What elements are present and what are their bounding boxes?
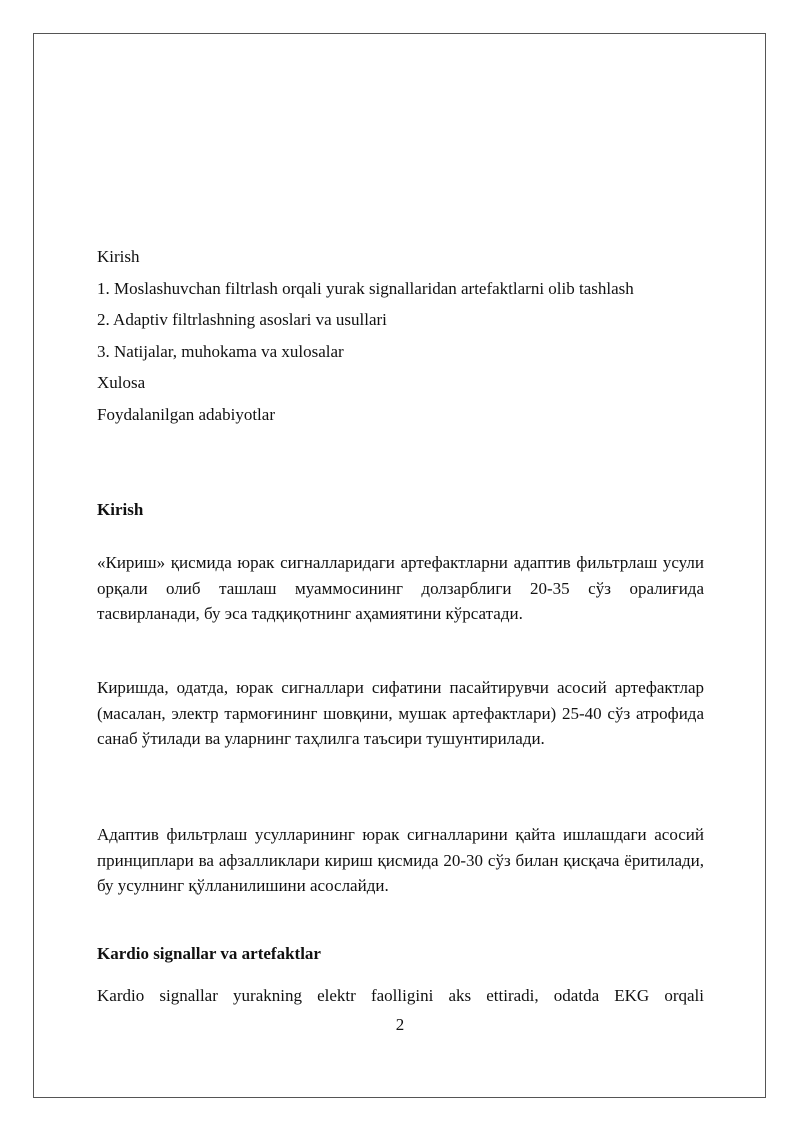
- section-heading-cardio: Kardio signallar va artefaktlar: [97, 944, 321, 963]
- table-of-contents: [97, 241, 717, 431]
- paragraph-intro-1: «Кириш» қисмида юрак сигналларидаги артефактларни адаптив фильтрлаш усули орқали олиб ташлаш муаммосининг долзарблиги 20-35 сўз оралиғида тасвирланади, бу эса тадқиқотнинг аҳамиятини кўрсатади.: [97, 553, 704, 623]
- paragraph-intro-2: Киришда, одатда, юрак сигналлари сифатини пасайтирувчи асосий артефактлар (масалан, электр тармоғининг шовқини, мушак артефактлари) 25-40 сўз атрофида санаб ўтилади ва уларнинг таҳлилга таъсири тушунтирилади.: [97, 678, 704, 748]
- page-number: 2: [395, 1015, 405, 1034]
- toc-item-chapter-3: 3. Natijalar, muhokama va xulosalar: [97, 341, 344, 361]
- toc-item-chapter-2: 2. Adaptiv filtrlashning asoslari va usullari: [97, 310, 387, 330]
- toc-item-conclusion: Xulosa: [97, 373, 146, 393]
- paragraph-cardio: Kardio signallar yurakning elektr faolligini aks ettiradi, odatda EKG orqali: [97, 986, 704, 1005]
- toc-item-references: Foydalanilgan adabiyotlar: [97, 404, 275, 424]
- toc-item-chapter-1: 1. Moslashuvchan filtrlash orqali yurak signallaridan artefaktlarni olib tashlash: [97, 278, 634, 298]
- section-heading-intro: Kirish: [97, 500, 144, 519]
- paragraph-intro-3: Адаптив фильтрлаш усулларининг юрак сигналларини қайта ишлашдаги асосий принциплари ва афзалликлари кириш қисмида 20-30 сўз билан қисқача ёритилади, бу усулнинг қўлланилишини асослайди.: [97, 825, 704, 895]
- toc-item-intro: Kirish: [97, 247, 140, 266]
